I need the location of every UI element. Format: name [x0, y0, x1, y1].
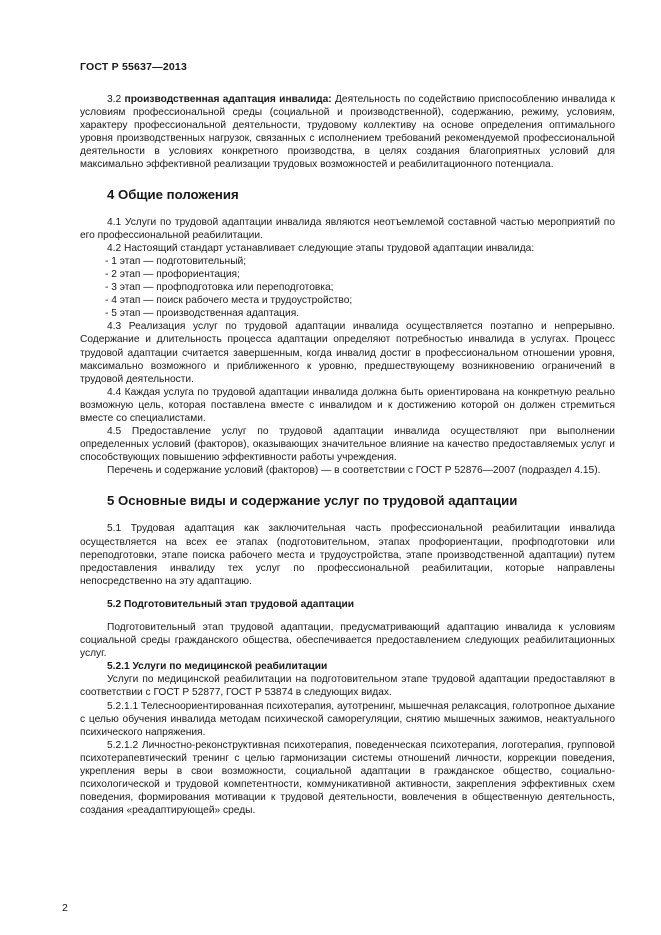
paragraph-4-1: 4.1 Услуги по трудовой адаптации инвалида являются неотъемлемой составной частью мероприятий по его профессиональной реабилитации. [80, 216, 615, 241]
paragraph-3-2 [80, 93, 615, 172]
subsection-heading-5-2: 5.2 Подготовительный этап трудовой адаптации [107, 598, 355, 610]
list-item: - 4 этап — поиск рабочего места и трудоустройство; [105, 295, 353, 307]
paragraph-5-2-1-2: 5.2.1.2 Личностно-реконструктивная психотерапия, поведенческая психотерапия, логотерапия, групповой психотерапевтический тренинг с целью гармонизации системы отношений личности, коррекции поведения, укрепления веры в свои возможности, социальной адаптации в гражданское общество, социально-психологической и трудовой компетентности, коммуникативной активности, закрепления эффективных схем поведения, формирования мотивации к трудовой деятельности, вовлечения в общественную деятельность, создания «реадаптирующей» среды. [80, 739, 615, 817]
paragraph-4-5: 4.5 Предоставление услуг по трудовой адаптации инвалида осуществляют при выполнении определенных условий (факторов), оказывающих значительное влияние на качество предоставляемых услуг и способствующих повышению эффективности работы учреждения. [80, 426, 615, 464]
definition-text: Деятельность по содействию приспособлению инвалида к условиям профессиональной среды (социальной и производственной), содержанию, режиму, условиям, характеру профессиональной деятельности, трудовому коллективу на основе определения оптимального уровня производственных нагрузок, связанных с исполнением требований рекомендуемой профессиональной деятельности в условиях конкретного производства, в целях создания благоприятных условий для максимально эффективной реализации трудовых возможностей и реабилитационного потенциала. [80, 94, 615, 171]
list-item: - 1 этап — подготовительный; [105, 255, 247, 267]
document-code: ГОСТ Р 55637—2013 [80, 61, 188, 73]
paragraph-5-2: Подготовительный этап трудовой адаптации, предусматривающий адаптацию инвалида к условиям социальной среды гражданского общества, обеспечивается предоставлением следующих реабилитационных услуг. [80, 622, 615, 660]
term: производственная адаптация инвалида: [124, 94, 332, 105]
section-heading-4: 4 Общие положения [107, 186, 239, 202]
paragraph-5-2-1: Услуги по медицинской реабилитации на подготовительном этапе трудовой адаптации предоставляют в соответствии с ГОСТ Р 52877, ГОСТ Р 53874 в следующих видах. [80, 674, 615, 699]
list-item: - 5 этап — производственная адаптация. [105, 308, 300, 320]
list-item: - 3 этап — профподготовка или переподготовка; [105, 282, 334, 294]
paragraph-4-4: 4.4 Каждая услуга по трудовой адаптации инвалида должна быть ориентирована на конкретную реально возможную цель, которая поставлена вместе с инвалидом и к достижению которой он должен стремиться вместе со специалистами. [80, 386, 615, 424]
clause-number: 3.2 [107, 94, 122, 105]
paragraph-5-2-1-1: 5.2.1.1 Телесноориентированная психотерапия, аутотренинг, мышечная релаксация, голотропное дыхание с целью обучения инвалида методам психической саморегуляции, снятию мышечных зажимов, неактуального психического напряжения. [80, 700, 615, 738]
section-heading-5: 5 Основные виды и содержание услуг по трудовой адаптации [107, 493, 518, 509]
page-body [80, 93, 615, 817]
paragraph-4-5-reference: Перечень и содержание условий (факторов) — в соответствии с ГОСТ Р 52876—2007 (подраздел 4.15). [107, 465, 601, 477]
list-item: - 2 этап — профориентация; [105, 268, 240, 280]
page-number: 2 [62, 902, 68, 914]
paragraph-4-2: 4.2 Настоящий стандарт устанавливает следующие этапы трудовой адаптации инвалида: [107, 242, 535, 254]
paragraph-5-1: 5.1 Трудовая адаптация как заключительная часть профессиональной реабилитации инвалида осуществляется на всех ее этапах (подготовительном, этапах профориентации, профподготовки или переподготовки, этапе поиска рабочего места и трудоустройства, этапе производственной адаптации) путем предоставления инвалиду тех услуг по профессиональной реабилитации, которые направлены непосредственно на эту адаптацию. [80, 523, 615, 587]
paragraph-4-3: 4.3 Реализация услуг по трудовой адаптации инвалида осуществляется поэтапно и непрерывно. Содержание и длительность процесса адаптации определяют потребностью инвалида в услугах. Процесс трудовой адаптации считается завершенным, когда инвалид достиг в профессиональном отношении уровня, максимально возможного и приближенного к уровню, предшествующему возникновению ограничений в трудовой деятельности. [80, 321, 615, 385]
subsection-heading-5-2-1: 5.2.1 Услуги по медицинской реабилитации [107, 661, 328, 673]
